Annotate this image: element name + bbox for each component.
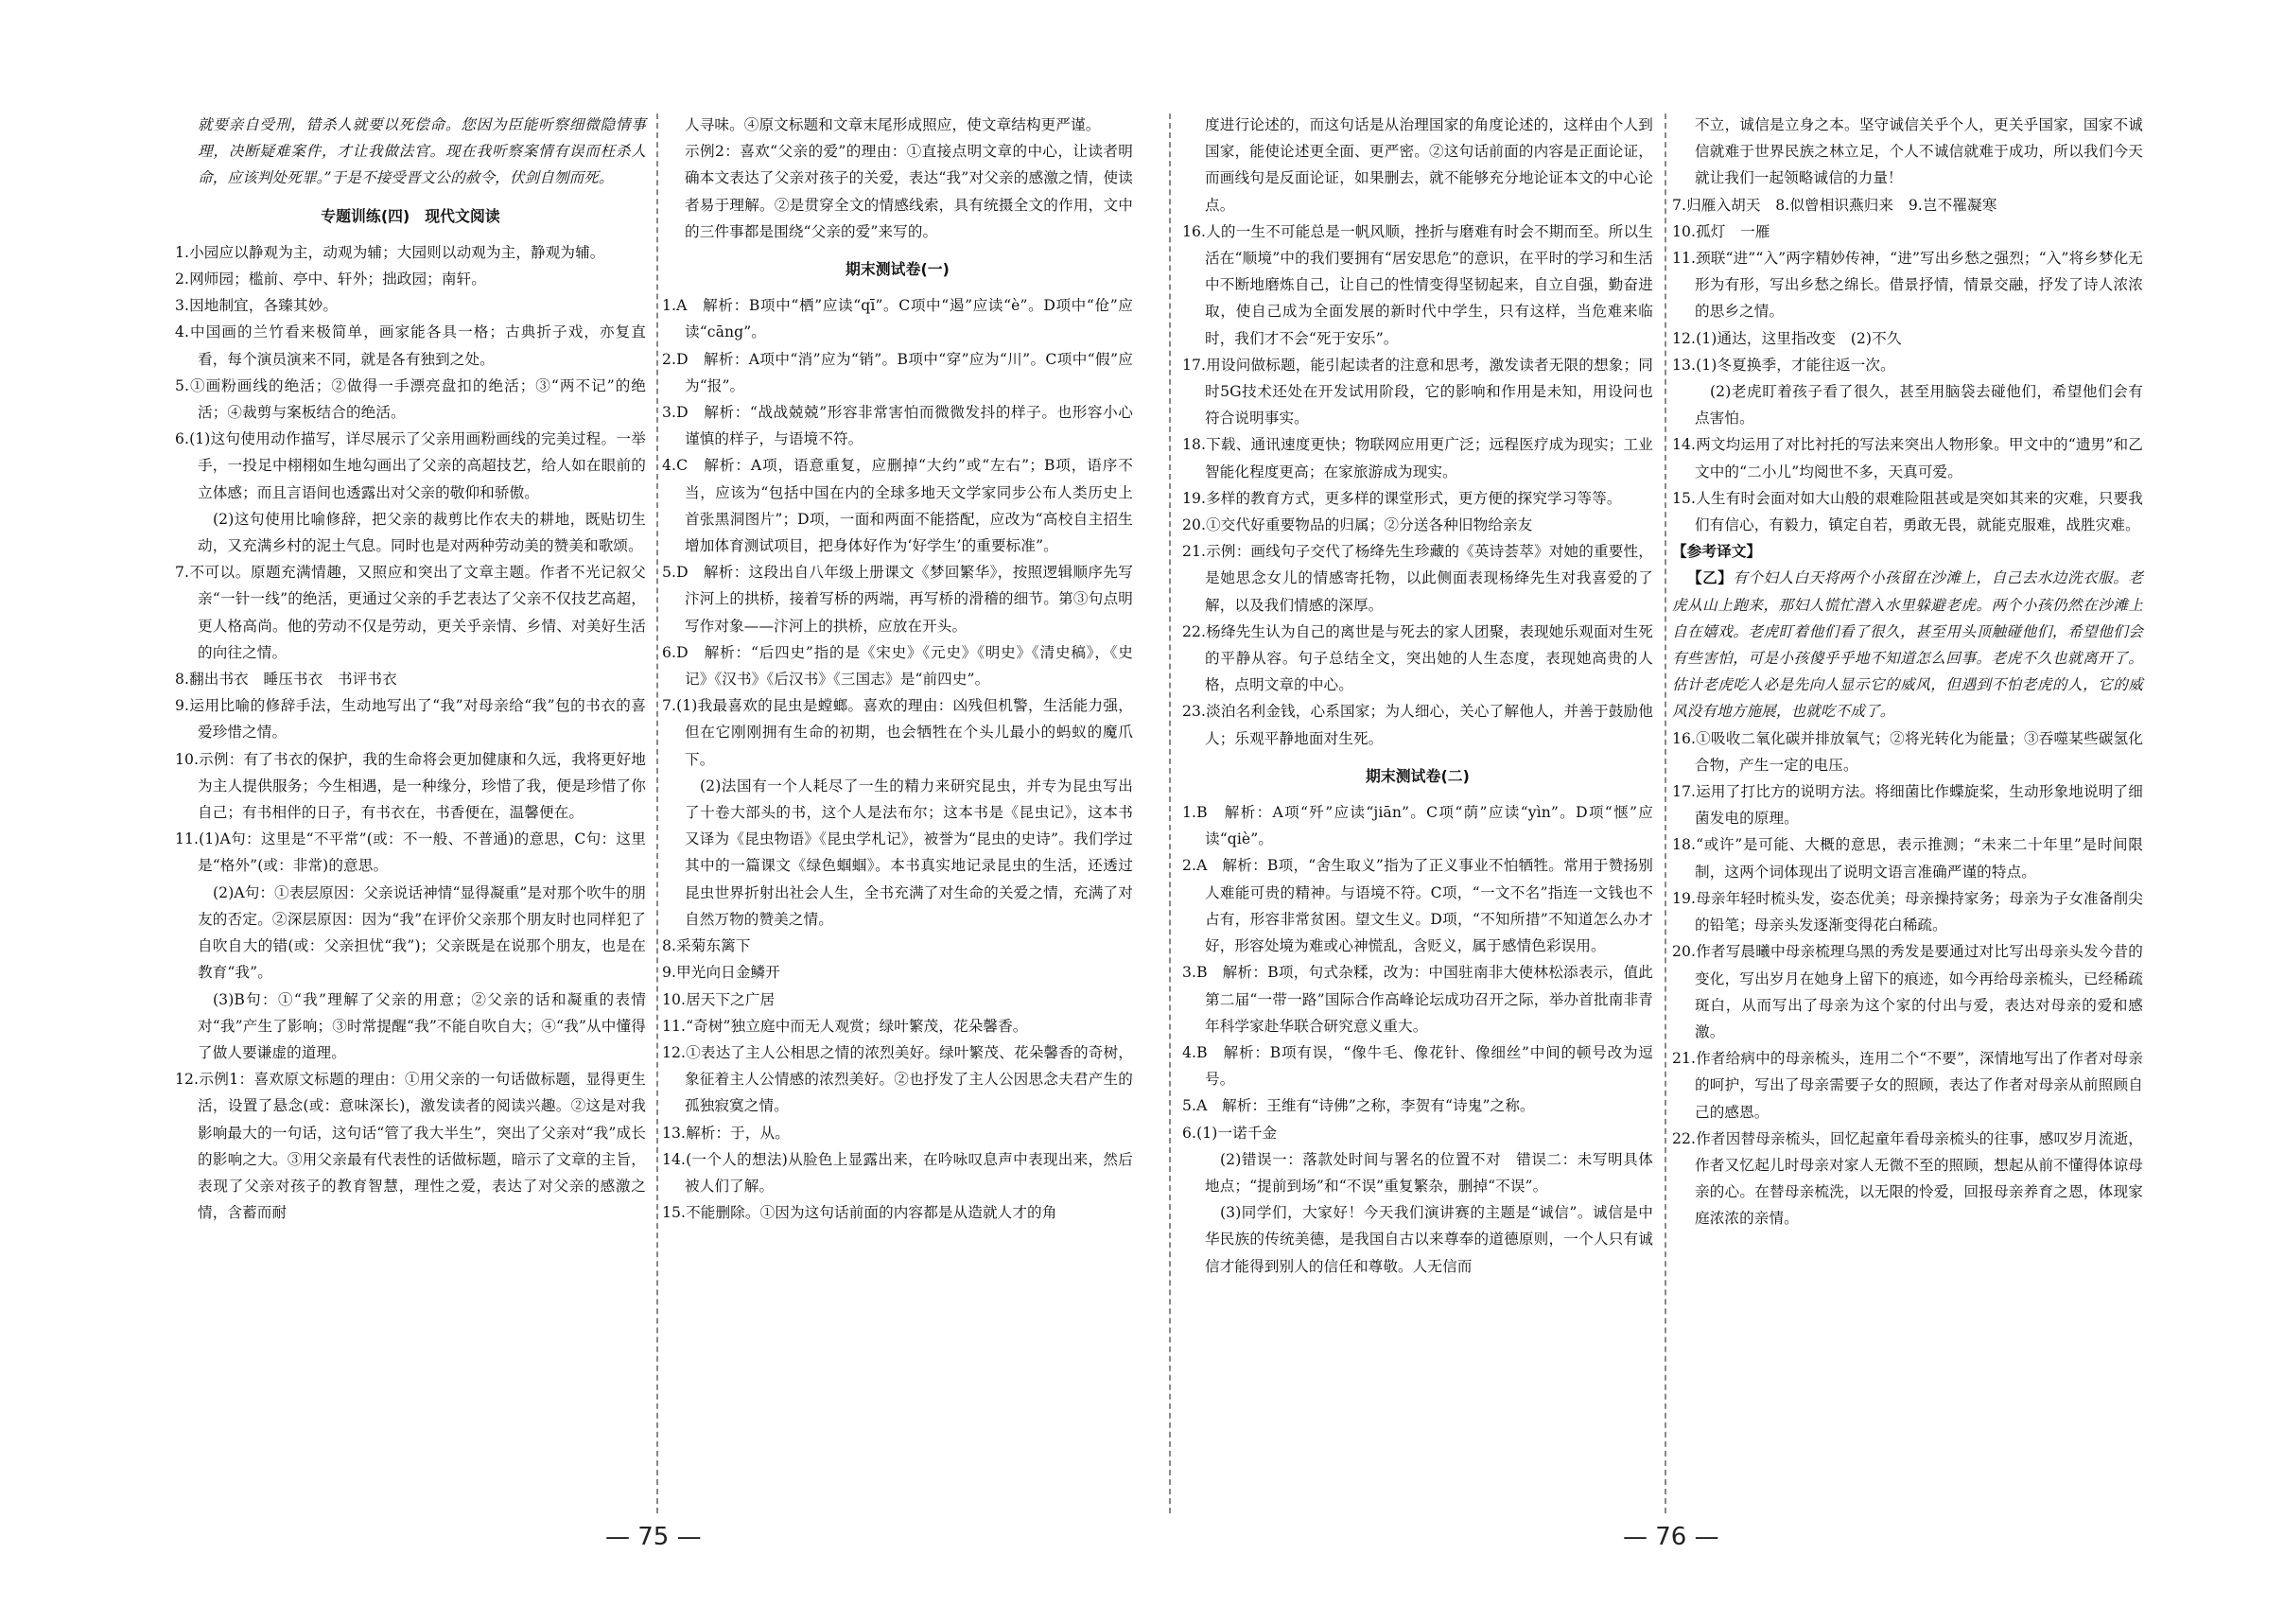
- answer-item: (2)A句：①表层原因：父亲说话神情“显得凝重”是对那个吹牛的朋友的否定。②深层原因：因为“我”在评价父亲那个朋友时也同样犯了自吹自大的错(或：父亲担忧“我”)；父亲既是在说那个朋友，也是在教育“我”。: [198, 883, 646, 982]
- answer-item: 16.人的一生不可能总是一帆风顺，挫折与磨难有时会不期而至。所以生活在“顺境”中的我们要拥有“居安思危”的意识，在平时的学习和生活中不断地磨炼自己，让自己的性情变得坚韧起来，自立自强，勤奋进取，使自己成为全面发展的新时代中学生，只有这样，当危难来临时，我们才不会“死于安乐”。: [1182, 222, 1653, 347]
- answer-item: 10.示例：有了书衣的保护，我的生命将会更加健康和久远，我将更好地为主人提供服务；今生相遇，是一种缘分，珍惜了我，便是珍惜了你自己；有书相伴的日子，有书衣在，书香便在，温馨便在。: [175, 750, 646, 822]
- answer-item: 7.不可以。原题充满情趣，又照应和突出了文章主题。作者不光记叙父亲“一针一线”的绝活，更通过父亲的手艺表达了父亲不仅技艺高超，更人格高尚。他的劳动不仅是劳动，更关乎亲情、乡情、对美好生活的向往之情。: [175, 564, 646, 661]
- answer-item: 13.解析：于，从。: [662, 1124, 790, 1142]
- answer-item: 2.D 解析：A项中“消”应为“销”。B项中“穿”应为“川”。C项中“假”应为“报”。: [662, 350, 1133, 394]
- answer-item: 5.①画粉画线的绝活；②做得一手漂亮盘扣的绝活；③“两不记”的绝活；④裁剪与案板结合的绝活。: [175, 376, 646, 422]
- answer-item: 17.用设问做标题，能引起读者的注意和思考，激发读者无限的想象；同时5G技术还处在开发试用阶段，它的影响和作用是未知，用设问也符合说明事实。: [1182, 356, 1653, 428]
- answer-item: 12.(1)通达，这里指改变 (2)不久: [1672, 329, 1902, 347]
- answer-item: 人寻味。④原文标题和文章末尾形成照应，使文章结构更严谨。: [685, 116, 1101, 133]
- answer-item: 18.下载、通讯速度更快；物联网应用更广泛；远程医疗成为现实；工业智能化程度更高；在家旅游成为现实。: [1182, 436, 1653, 480]
- answer-item: 6.(1)一诺千金: [1182, 1124, 1278, 1142]
- answer-item: 6.(1)这句使用动作描写，详尽展示了父亲用画粉画线的完美过程。一举手，一投足中栩栩如生地勾画出了父亲的高超技艺，给人如在眼前的立体感；而且言语间也透露出对父亲的敬仰和骄傲。: [175, 430, 646, 501]
- answer-item: (2)错误一：落款处时间与署名的位置不对 错误二：未写明具体地点；“提前到场”和“不误”重复繁杂，删掉“不误”。: [1205, 1150, 1653, 1195]
- answer-item: 度进行论述的，而这句话是从治理国家的角度论述的，这样由个人到国家，能使论述更全面、更严密。②这句话前面的内容是正面论证，而画线句是反面论证，如果删去，就不能够充分地论证本文的中心论点。: [1205, 116, 1653, 214]
- reference-translation: [1672, 565, 2143, 725]
- answer-item: 12.示例1：喜欢原文标题的理由：①用父亲的一句话做标题，显得更生活，设置了悬念(或：意味深长)，激发读者的阅读兴趣。②这是对我影响最大的一句话，这句话“管了我大半生”，突出了父亲对“我”成长的影响之大。③用父亲最有代表性的话做标题，暗示了文章的主旨，表现了父亲对孩子的教育智慧，理性之爱，表达了对父亲的感激之情，含蓄而耐: [175, 1071, 646, 1222]
- answer-item: 4.C 解析：A项，语意重复，应删掉“大约”或“左右”；B项，语序不当，应该为“包括中国在内的全球多地天文学家同步公布人类历史上首张黑洞图片”；D项，一面和两面不能搭配，应改为“高校自主招生增加体育测试项目，把身体好作为‘好学生’的重要标准”。: [662, 457, 1133, 555]
- answer-item: 22.作者因替母亲梳头，回忆起童年看母亲梳头的往事，感叹岁月流逝，作者又忆起儿时母亲对家人无微不至的照顾，想起从前不懂得体谅母亲的心。在替母亲梳洗，以无限的怜爱，回报母亲养育之恩，体现家庭浓浓的亲情。: [1672, 1129, 2143, 1228]
- answer-item: (3)同学们，大家好！今天我们演讲赛的主题是“诚信”。诚信是中华民族的传统美德，是我国自古以来尊奉的道德原则，一个人只有诚信才能得到别人的信任和尊敬。人无信而: [1205, 1204, 1653, 1275]
- answer-item: 18.“或许”是可能、大概的意思，表示推测；“未来二十年里”是时间限制，这两个词体现出了说明文语言准确严谨的特点。: [1672, 836, 2143, 881]
- answer-item: 11.颈联“进”“入”两字精妙传神，“进”写出乡愁之强烈；“入”将乡梦化无形为有形，写出乡愁之绵长。借景抒情，情景交融，抒发了诗人浓浓的思乡之情。: [1672, 250, 2143, 321]
- answer-item: 20.作者写晨曦中母亲梳理乌黑的秀发是要通过对比写出母亲头发今昔的变化，写出岁月在她身上留下的痕迹，如今再给母亲梳头，已经稀疏斑白，从而写出了母亲为这个家的付出与爱，表达对母亲的爱和感激。: [1672, 943, 2143, 1040]
- answer-item: 13.(1)冬夏换季，才能往返一次。: [1672, 356, 1895, 374]
- section-heading: 期末测试卷(二): [1365, 766, 1471, 785]
- answer-item: 19.母亲年轻时梳头发，姿态优美；母亲操持家务；母亲为子女准备削尖的铅笔；母亲头发逐渐变得花白稀疏。: [1672, 889, 2143, 934]
- answer-item: (3)B句：①“我”理解了父亲的用意；②父亲的话和凝重的表情对“我”产生了影响；③时常提醒“我”不能自吹自大；④“我”从中懂得了做人要谦虚的道理。: [198, 990, 646, 1061]
- answer-item: 10.孤灯 一雁: [1672, 222, 1770, 240]
- translation-text: 就要亲自受刑，错杀人就要以死偿命。您因为臣能听察细微隐情事理，决断疑难案件，才让我做法官。现在我听察案情有误而枉杀人命，应该判处死罪。”于是不接受晋文公的赦令，伏剑自刎而死。: [198, 116, 646, 187]
- answer-item: 15.不能删除。①因为这句话前面的内容都是从造就人才的角: [662, 1204, 1057, 1222]
- answer-item: 22.杨绛先生认为自己的离世是与死去的家人团聚，表现她乐观面对生死的平静从容。句子总结全文，突出她的人生态度，表现她高贵的人格，点明文章的中心。: [1182, 622, 1653, 694]
- answer-item: 1.小园应以静观为主，动观为辅；大园则以动观为主，静观为辅。: [175, 243, 605, 261]
- answer-item: 11.(1)A句：这里是“不平常”(或：不一般、不普通)的意思，C句：这里是“格外”(或：非常)的意思。: [175, 830, 646, 875]
- answer-item: 3.D 解析：“战战兢兢”形容非常害怕而微微发抖的样子。也形容小心谨慎的样子，与语境不符。: [662, 404, 1133, 448]
- answer-item: 19.多样的教育方式，更多样的课堂形式，更方便的探究学习等等。: [1182, 489, 1622, 507]
- answer-item: 14.(一个人的想法)从脸色上显露出来，在吟咏叹息声中表现出来，然后被人们了解。: [662, 1150, 1133, 1195]
- answer-item: 8.采菊东篱下: [662, 937, 751, 955]
- column-2: [662, 112, 1133, 1226]
- answer-item: 不立，诚信是立身之本。坚守诚信关乎个人，更关乎国家，国家不诚信就难于世界民族之林立足，个人不诚信就难于成功，所以我们今天就让我们一起领略诚信的力量！: [1695, 116, 2143, 187]
- answer-item: 2.网师园；槛前、亭中、轩外；拙政园；南轩。: [175, 271, 486, 288]
- answer-item: 5.D 解析：这段出自八年级上册课文《梦回繁华》，按照逻辑顺序先写汴河上的拱桥，接着写桥的两端，再写桥的滑稽的细节。第③句点明写作对象——汴河上的拱桥，应放在开头。: [662, 564, 1133, 635]
- answer-item: 1.A 解析：B项中“栖”应读“qī”。C项中“遏”应读“è”。D项中“伧”应读“cāng”。: [662, 297, 1133, 341]
- answer-item: 3.因地制宜，各臻其妙。: [175, 297, 339, 315]
- page-number-left: — 75 —: [605, 1523, 702, 1551]
- answer-item: (2)法国有一个人耗尽了一生的精力来研究昆虫，并专为昆虫写出了十卷大部头的书，这个人是法布尔；这本书是《昆虫记》，这本书又译为《昆虫物语》《昆虫学札记》，被誉为“昆虫的史诗”。我们学过其中的一篇课文《绿色蝈蝈》。本书真实地记录昆虫的生活，还透过昆虫世界折射出社会人生，全书充满了对生命的关爱之情，充满了对自然万物的赞美之情。: [685, 777, 1133, 928]
- section-heading: 专题训练(四) 现代文阅读: [321, 206, 500, 225]
- answer-item: 4.中国画的兰竹看来极简单，画家能各具一格；古典折子戏，亦复直看，每个演员演来不同，就是各有独到之处。: [175, 323, 646, 368]
- answer-item: 23.淡泊名利金钱，心系国家；为人细心，关心了解他人，并善于鼓励他人；乐观平静地面对生死。: [1182, 703, 1653, 747]
- answer-item: 21.示例：画线句子交代了杨绛先生珍藏的《英诗荟萃》对她的重要性，是她思念女儿的情感寄托物，以此侧面表现杨绛先生对我喜爱的了解，以及我们情感的深厚。: [1182, 543, 1653, 614]
- answer-item: 20.①交代好重要物品的归属；②分送各种旧物给亲友: [1182, 516, 1533, 534]
- answer-item: (2)老虎盯着孩子看了很久，甚至用脑袋去碰他们，希望他们会有点害怕。: [1695, 383, 2143, 428]
- answer-item: 12.①表达了主人公相思之情的浓烈美好。绿叶繁茂、花朵馨香的奇树，象征着主人公情感的浓烈美好。②也抒发了主人公因思念夫君产生的孤独寂寞之情。: [662, 1043, 1133, 1115]
- column-4: [1672, 112, 2143, 1232]
- column-1: [175, 112, 646, 1226]
- answer-item: 7.(1)我最喜欢的昆虫是螳螂。喜欢的理由：凶残但机警，生活能力强，但在它刚刚拥有生命的初期，也会牺牲在个头儿最小的蚂蚁的魔爪下。: [662, 697, 1133, 768]
- section-heading: 期末测试卷(一): [845, 260, 950, 279]
- column-3: [1182, 112, 1653, 1280]
- reference-label: 【参考译文】: [1672, 542, 1762, 561]
- reference-label-b: 【乙】: [1687, 568, 1734, 587]
- answer-item: 4.B 解析：B项有误，“像牛毛、像花针、像细丝”中间的顿号改为逗号。: [1182, 1043, 1653, 1089]
- answer-item: 16.①吸收二氧化碳并排放氧气；②将光转化为能量；③吞噬某些碳氢化合物，产生一定的电压。: [1672, 729, 2143, 774]
- answer-item: 3.B 解析：B项，句式杂糅，改为：中国驻南非大使林松添表示，值此第二届“一带一路”国际合作高峰论坛成功召开之际，举办首批南非青年科学家赴华联合研究意义重大。: [1182, 964, 1653, 1035]
- answer-item: 示例2：喜欢“父亲的爱”的理由：①直接点明文章的中心，让读者明确本文表达了父亲对孩子的关爱，表达“我”对父亲的感激之情，使读者易于理解。②是贯穿全文的情感线索，具有统摄全文的作用，文中的三件事都是围绕“父亲的爱”来写的。: [685, 143, 1133, 240]
- column-divider: [1169, 114, 1171, 1513]
- answer-item: 2.A 解析：B项，“舍生取义”指为了正义事业不怕牺牲。常用于赞扬别人难能可贵的精神。与语境不符。C项，“一文不名”指连一文钱也不占有，形容非常贫困。望文生义。D项，“不知所措”不知道怎么办才好，形容处境为难或心神慌乱，含贬义，属于感情色彩误用。: [1182, 857, 1653, 955]
- answer-item: 14.两文均运用了对比衬托的写法来突出人物形象。甲文中的“遗男”和乙文中的“二小儿”均阅世不多，天真可爱。: [1672, 436, 2143, 480]
- answer-item: 21.作者给病中的母亲梳头，连用二个“不要”，深情地写出了作者对母亲的呵护，写出了母亲需要子女的照顾，表达了作者对母亲从前照顾自己的感恩。: [1672, 1050, 2143, 1121]
- answer-item: 8.翻出书衣 睡压书衣 书评书衣: [175, 671, 397, 689]
- answer-item: 7.归雁入胡天 8.似曾相识燕归来 9.岂不罹凝寒: [1672, 196, 1997, 214]
- answer-item: 15.人生有时会面对如大山般的艰难险阻甚或是突如其来的灾难，只要我们有信心，有毅力，镇定自若，勇敢无畏，就能克服难，战胜灾难。: [1672, 489, 2143, 534]
- answer-item: 11.“奇树”独立庭中而无人观赏；绿叶繁茂，花朵馨香。: [662, 1017, 1028, 1035]
- answer-item: 1.B 解析：A项“歼”应读“jiān”。C项“荫”应读“yìn”。D项“惬”应读“qiè”。: [1182, 804, 1653, 848]
- answer-item: 9.运用比喻的修辞手法，生动地写出了“我”对母亲给“我”包的书衣的喜爱珍惜之情。: [175, 697, 646, 742]
- answer-item: 5.A 解析：王维有“诗佛”之称，李贺有“诗鬼”之称。: [1182, 1097, 1535, 1115]
- answer-item: 9.甲光向日金鳞开: [662, 964, 780, 982]
- answer-item: 6.D 解析：“后四史”指的是《宋史》《元史》《明史》《清史稿》，《史记》《汉书》《后汉书》《三国志》是“前四史”。: [662, 643, 1133, 689]
- page-number-right: — 76 —: [1623, 1523, 1719, 1551]
- answer-item: 17.运用了打比方的说明方法。将细菌比作蝶旋桨，生动形象地说明了细菌发电的原理。: [1672, 783, 2143, 828]
- answer-item: (2)这句使用比喻修辞，把父亲的裁剪比作农夫的耕地，既贴切生动，又充满乡村的泥土气息。同时也是对两种劳动美的赞美和歌颂。: [198, 510, 646, 555]
- reference-translation-text: 有个妇人白天将两个小孩留在沙滩上，自己去水边洗衣服。老虎从山上跑来，那妇人慌忙潜入水里躲避老虎。两个小孩仍然在沙滩上自在嬉戏。老虎盯着他们看了很久，甚至用头顶触碰他们，希望他们会有些害怕，可是小孩傻乎乎地不知道怎么回事。老虎不久也就离开了。估计老虎吃人必是先向人显示它的威风，但遇到不怕老虎的人，它的威风没有地方施展，也就吃不成了。: [1672, 569, 2143, 721]
- answer-item: 10.居天下之广居: [662, 990, 776, 1008]
- reference-translation-label: [1672, 538, 2143, 565]
- column-divider: [656, 114, 658, 1513]
- column-divider: [1665, 114, 1666, 1513]
